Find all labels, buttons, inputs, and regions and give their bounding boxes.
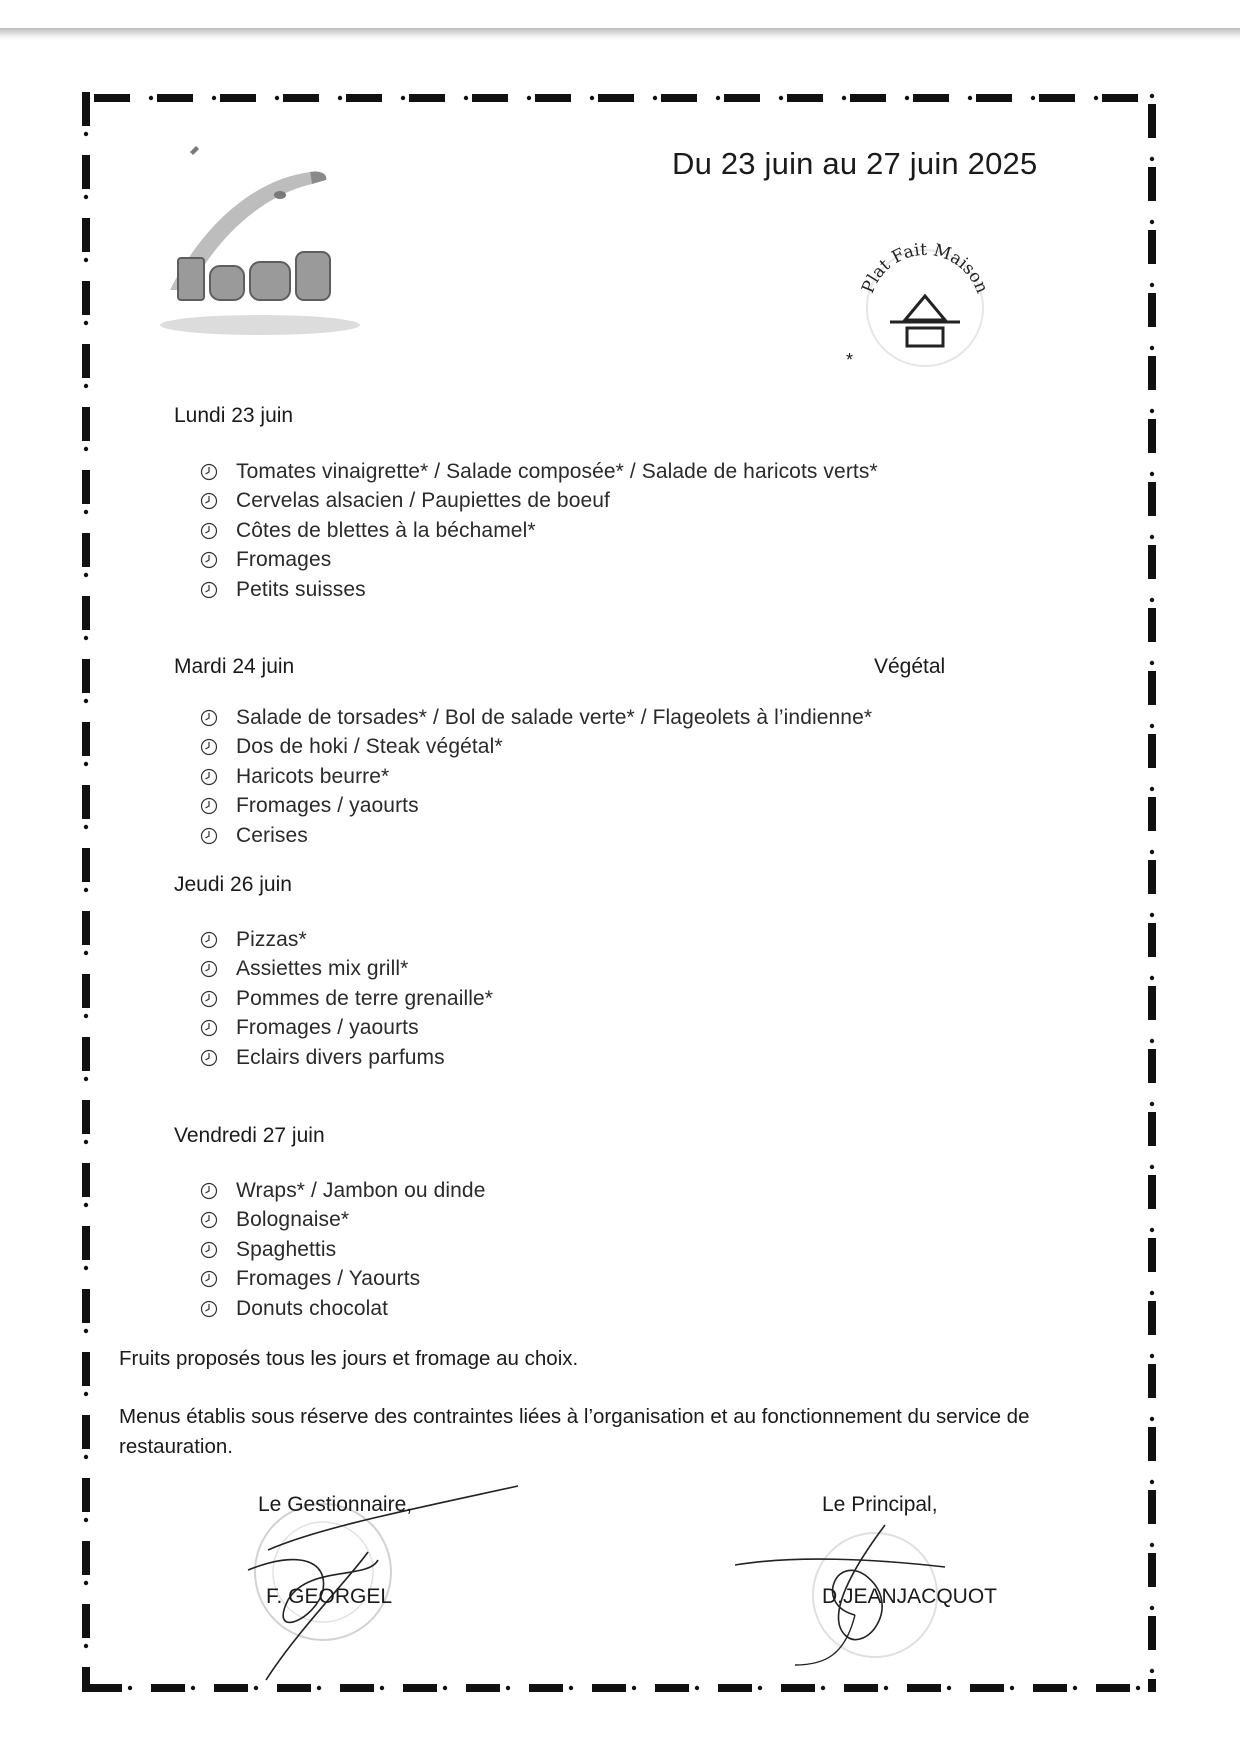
dish-text: Cervelas alsacien / Paupiettes de boeuf [236, 489, 610, 513]
clock-icon [200, 522, 218, 540]
frame-segment [1148, 1553, 1156, 1587]
frame-segment [1148, 545, 1156, 579]
list-item [200, 821, 872, 851]
frame-segment [655, 1684, 689, 1692]
clock-icon [200, 1182, 218, 1200]
frame-dot [968, 96, 972, 100]
clock-icon [200, 990, 218, 1008]
frame-dot [84, 1266, 88, 1270]
frame-dot [84, 573, 88, 577]
frame-segment [724, 94, 760, 102]
list-item [200, 1043, 493, 1073]
frame-dot [464, 96, 468, 100]
frame-dot [632, 1686, 636, 1690]
frame-dot [884, 1686, 888, 1690]
frame-right-border [1146, 92, 1158, 1692]
frame-segment [1033, 1684, 1067, 1692]
frame-dot [590, 96, 594, 100]
frame-dot [84, 321, 88, 325]
frame-segment [787, 94, 823, 102]
frame-dot [1150, 283, 1154, 287]
principal-name: D.JEANJACQUOT [822, 1585, 998, 1608]
frame-dot [1150, 1039, 1154, 1043]
frame-dot [947, 1686, 951, 1690]
clock-icon [200, 931, 218, 949]
principal-title: Le Principal, [822, 1493, 938, 1516]
frame-dot [1136, 1686, 1140, 1690]
frame-dot [275, 96, 279, 100]
frame-dot [1150, 409, 1154, 413]
dish-text: Wraps* / Jambon ou dinde [236, 1178, 486, 1202]
frame-segment [409, 94, 445, 102]
list-item [200, 984, 493, 1014]
frame-segment [976, 94, 1012, 102]
frame-segment [718, 1684, 752, 1692]
frame-segment [529, 1684, 563, 1692]
frame-dot [1150, 1606, 1154, 1610]
frame-segment [844, 1684, 878, 1692]
dish-text: Fromages / Yaourts [236, 1267, 421, 1291]
dish-text: Salade de torsades* / Bol de salade verte* / Flageolets à l’indienne* [236, 705, 873, 729]
dish-text: Fromages / yaourts [236, 794, 419, 818]
frame-segment [1096, 1684, 1130, 1692]
frame-segment [1148, 608, 1156, 642]
dish-text: Bolognaise* [236, 1208, 350, 1232]
frame-segment [661, 94, 697, 102]
frame-segment [82, 722, 90, 756]
frame-segment [1148, 1238, 1156, 1272]
frame-segment [82, 218, 90, 252]
frame-dot [1094, 96, 1098, 100]
frame-dot [1150, 346, 1154, 350]
menu-list-mardi [200, 703, 872, 851]
frame-dot [1150, 1291, 1154, 1295]
frame-segment [82, 344, 90, 378]
svg-text:Plat Fait Maison [858, 240, 992, 296]
list-item [200, 1265, 486, 1295]
frame-segment [82, 1604, 90, 1638]
frame-segment [82, 848, 90, 882]
frame-segment [1148, 1616, 1156, 1650]
frame-segment [1148, 797, 1156, 831]
frame-segment [1148, 671, 1156, 705]
frame-dot [84, 1581, 88, 1585]
frame-segment [913, 94, 949, 102]
stamp-text: Plat Fait Maison [858, 240, 992, 297]
clock-icon [200, 1019, 218, 1037]
frame-segment [82, 1478, 90, 1512]
clock-icon [200, 768, 218, 786]
frame-segment [1148, 1301, 1156, 1335]
dish-text: Pizzas* [236, 927, 307, 951]
frame-dot [758, 1686, 762, 1690]
frame-segment [1148, 1364, 1156, 1398]
frame-segment [82, 1100, 90, 1134]
dish-text: Pommes de terre grenaille* [236, 986, 494, 1010]
frame-dot [84, 1455, 88, 1459]
gestionnaire-name: F. GEORGEL [266, 1585, 393, 1608]
list-item [200, 1206, 486, 1236]
frame-segment [781, 1684, 815, 1692]
vegetal-tag: Végétal [874, 655, 946, 678]
frame-segment [1148, 1175, 1156, 1209]
gestionnaire-title: Le Gestionnaire, [258, 1493, 413, 1516]
frame-dot [1010, 1686, 1014, 1690]
list-item [200, 762, 872, 792]
frame-segment [82, 596, 90, 630]
clock-icon [200, 738, 218, 756]
frame-segment [1148, 230, 1156, 264]
frame-segment [346, 94, 382, 102]
list-item [200, 1176, 486, 1206]
menu-list-vendredi [200, 1176, 486, 1324]
frame-segment [1148, 167, 1156, 201]
frame-dot [1031, 96, 1035, 100]
frame-dot [716, 96, 720, 100]
frame-segment [82, 1037, 90, 1071]
frame-dot [821, 1686, 825, 1690]
frame-dot [84, 384, 88, 388]
frame-dot [1150, 850, 1154, 854]
clock-icon [200, 1300, 218, 1318]
clock-icon [200, 1241, 218, 1259]
frame-dot [1150, 1228, 1154, 1232]
clock-icon [200, 827, 218, 845]
frame-dot [1150, 535, 1154, 539]
list-item [200, 1014, 493, 1044]
frame-segment [598, 94, 634, 102]
list-item [200, 487, 878, 517]
frame-dot [905, 96, 909, 100]
frame-segment [1148, 482, 1156, 516]
dish-text: Petits suisses [236, 577, 366, 601]
frame-segment [1148, 1490, 1156, 1524]
frame-dot [84, 888, 88, 892]
clock-icon [200, 960, 218, 978]
frame-dot [84, 447, 88, 451]
list-item [200, 575, 878, 605]
frame-dot [84, 1644, 88, 1648]
frame-dot [84, 762, 88, 766]
frame-segment [88, 1684, 122, 1692]
frame-dot [1150, 1354, 1154, 1358]
clock-icon [200, 581, 218, 599]
plat-fait-maison-stamp [850, 240, 1000, 370]
frame-segment [1148, 734, 1156, 768]
frame-dot [1150, 1669, 1154, 1673]
frame-segment [82, 155, 90, 189]
frame-dot [128, 1686, 132, 1690]
dish-text: Cerises [236, 823, 308, 847]
dish-text: Haricots beurre* [236, 764, 390, 788]
frame-dot [212, 96, 216, 100]
frame-segment [970, 1684, 1004, 1692]
frame-left-border [80, 92, 92, 1692]
list-item [200, 955, 493, 985]
frame-dot [84, 1392, 88, 1396]
dish-text: Fromages / yaourts [236, 1016, 419, 1040]
frame-segment [1148, 1049, 1156, 1083]
list-item [200, 792, 872, 822]
list-item [200, 1294, 486, 1324]
frame-dot [779, 96, 783, 100]
frame-dot [1073, 1686, 1077, 1690]
frame-segment [82, 1289, 90, 1323]
frame-segment [151, 1684, 185, 1692]
list-item [200, 457, 878, 487]
clock-icon [200, 492, 218, 510]
frame-segment [82, 659, 90, 693]
list-item [200, 703, 872, 733]
list-item [200, 733, 872, 763]
frame-dot [84, 1140, 88, 1144]
menu-list-lundi [200, 457, 878, 605]
menu-list-jeudi [200, 925, 493, 1073]
frame-segment [283, 94, 319, 102]
clock-icon [200, 1270, 218, 1288]
frame-segment [82, 533, 90, 567]
frame-dot [695, 1686, 699, 1690]
dish-text: Eclairs divers parfums [236, 1045, 445, 1069]
frame-segment [82, 1226, 90, 1260]
frame-dot [1150, 1165, 1154, 1169]
frame-segment [850, 94, 886, 102]
frame-segment [82, 1163, 90, 1197]
frame-dot [401, 96, 405, 100]
frame-dot [84, 951, 88, 955]
frame-dot [1150, 94, 1154, 98]
frame-segment [157, 94, 193, 102]
list-item [200, 1235, 486, 1265]
frame-segment [82, 785, 90, 819]
asterisk-note: * [846, 350, 854, 370]
frame-dot [84, 510, 88, 514]
frame-dot [1150, 724, 1154, 728]
frame-dot [1150, 220, 1154, 224]
dish-text: Fromages [236, 548, 332, 572]
day-label-jeudi: Jeudi 26 juin [174, 873, 292, 896]
frame-segment [1148, 923, 1156, 957]
frame-dot [338, 96, 342, 100]
dish-text: Dos de hoki / Steak végétal* [236, 735, 503, 759]
frame-dot [84, 1329, 88, 1333]
frame-dot [1150, 913, 1154, 917]
frame-segment [472, 94, 508, 102]
frame-segment [1148, 1679, 1156, 1692]
page-title: Du 23 juin au 27 juin 2025 [672, 146, 1038, 181]
frame-dot [84, 132, 88, 136]
clock-icon [200, 709, 218, 727]
list-item [200, 925, 493, 955]
frame-dot [149, 96, 153, 100]
frame-dot [84, 699, 88, 703]
dish-text: Tomates vinaigrette* / Salade composée* / Salade de haricots verts* [236, 459, 878, 483]
dish-text: Donuts chocolat [236, 1296, 389, 1320]
frame-segment [1148, 104, 1156, 138]
frame-segment [82, 92, 90, 126]
frame-segment [1148, 986, 1156, 1020]
clock-icon [200, 797, 218, 815]
dish-text: Spaghettis [236, 1237, 337, 1261]
dish-text: Assiettes mix grill* [236, 957, 409, 981]
disclaimer-note: Menus établis sous réserve des contraintes liées à l’organisation et au fonctionnement du service de restauration. [119, 1405, 1030, 1458]
frame-segment [535, 94, 571, 102]
frame-segment [82, 1541, 90, 1575]
frame-segment [82, 281, 90, 315]
frame-dot [1150, 1102, 1154, 1106]
frame-segment [592, 1684, 626, 1692]
frame-segment [1148, 293, 1156, 327]
frame-segment [82, 1352, 90, 1386]
frame-dot [84, 1518, 88, 1522]
frame-dot [191, 1686, 195, 1690]
frame-segment [1148, 860, 1156, 894]
frame-dot [84, 636, 88, 640]
day-label-mardi: Mardi 24 juin [174, 655, 295, 678]
frame-segment [82, 1667, 90, 1692]
frame-dot [842, 96, 846, 100]
frame-segment [82, 470, 90, 504]
frame-dot [1150, 1543, 1154, 1547]
frame-segment [82, 911, 90, 945]
frame-dot [1150, 787, 1154, 791]
frame-dot [1150, 661, 1154, 665]
list-item [200, 546, 878, 576]
clock-icon [200, 463, 218, 481]
fruits-note: Fruits proposés tous les jours et fromage au choix. [119, 1347, 579, 1370]
frame-segment [220, 94, 256, 102]
clock-icon [200, 1211, 218, 1229]
frame-dot [1150, 1480, 1154, 1484]
frame-dot [569, 1686, 573, 1690]
frame-dot [84, 1077, 88, 1081]
clock-icon [200, 1049, 218, 1067]
frame-segment [1148, 1112, 1156, 1146]
frame-dot [84, 1014, 88, 1018]
day-label-vendredi: Vendredi 27 juin [174, 1124, 325, 1147]
day-label-lundi: Lundi 23 juin [174, 404, 294, 427]
frame-segment [907, 1684, 941, 1692]
frame-dot [84, 258, 88, 262]
frame-segment [82, 974, 90, 1008]
frame-dot [1150, 976, 1154, 980]
frame-dot [84, 195, 88, 199]
frame-dot [84, 825, 88, 829]
frame-segment [94, 94, 130, 102]
frame-segment [82, 407, 90, 441]
frame-dot [1150, 157, 1154, 161]
list-item [200, 516, 878, 546]
frame-dot [1150, 472, 1154, 476]
frame-segment [82, 1415, 90, 1449]
scan-edge [0, 28, 1240, 40]
menu-logo [160, 140, 400, 340]
frame-segment [1102, 94, 1138, 102]
frame-top-border [82, 92, 1152, 104]
frame-dot [1150, 598, 1154, 602]
frame-dot [84, 1203, 88, 1207]
frame-segment [1148, 356, 1156, 390]
frame-dot [1150, 1417, 1154, 1421]
frame-segment [1148, 419, 1156, 453]
frame-dot [653, 96, 657, 100]
frame-segment [1039, 94, 1075, 102]
dish-text: Côtes de blettes à la béchamel* [236, 518, 536, 542]
frame-segment [1148, 1427, 1156, 1461]
frame-dot [527, 96, 531, 100]
clock-icon [200, 551, 218, 569]
